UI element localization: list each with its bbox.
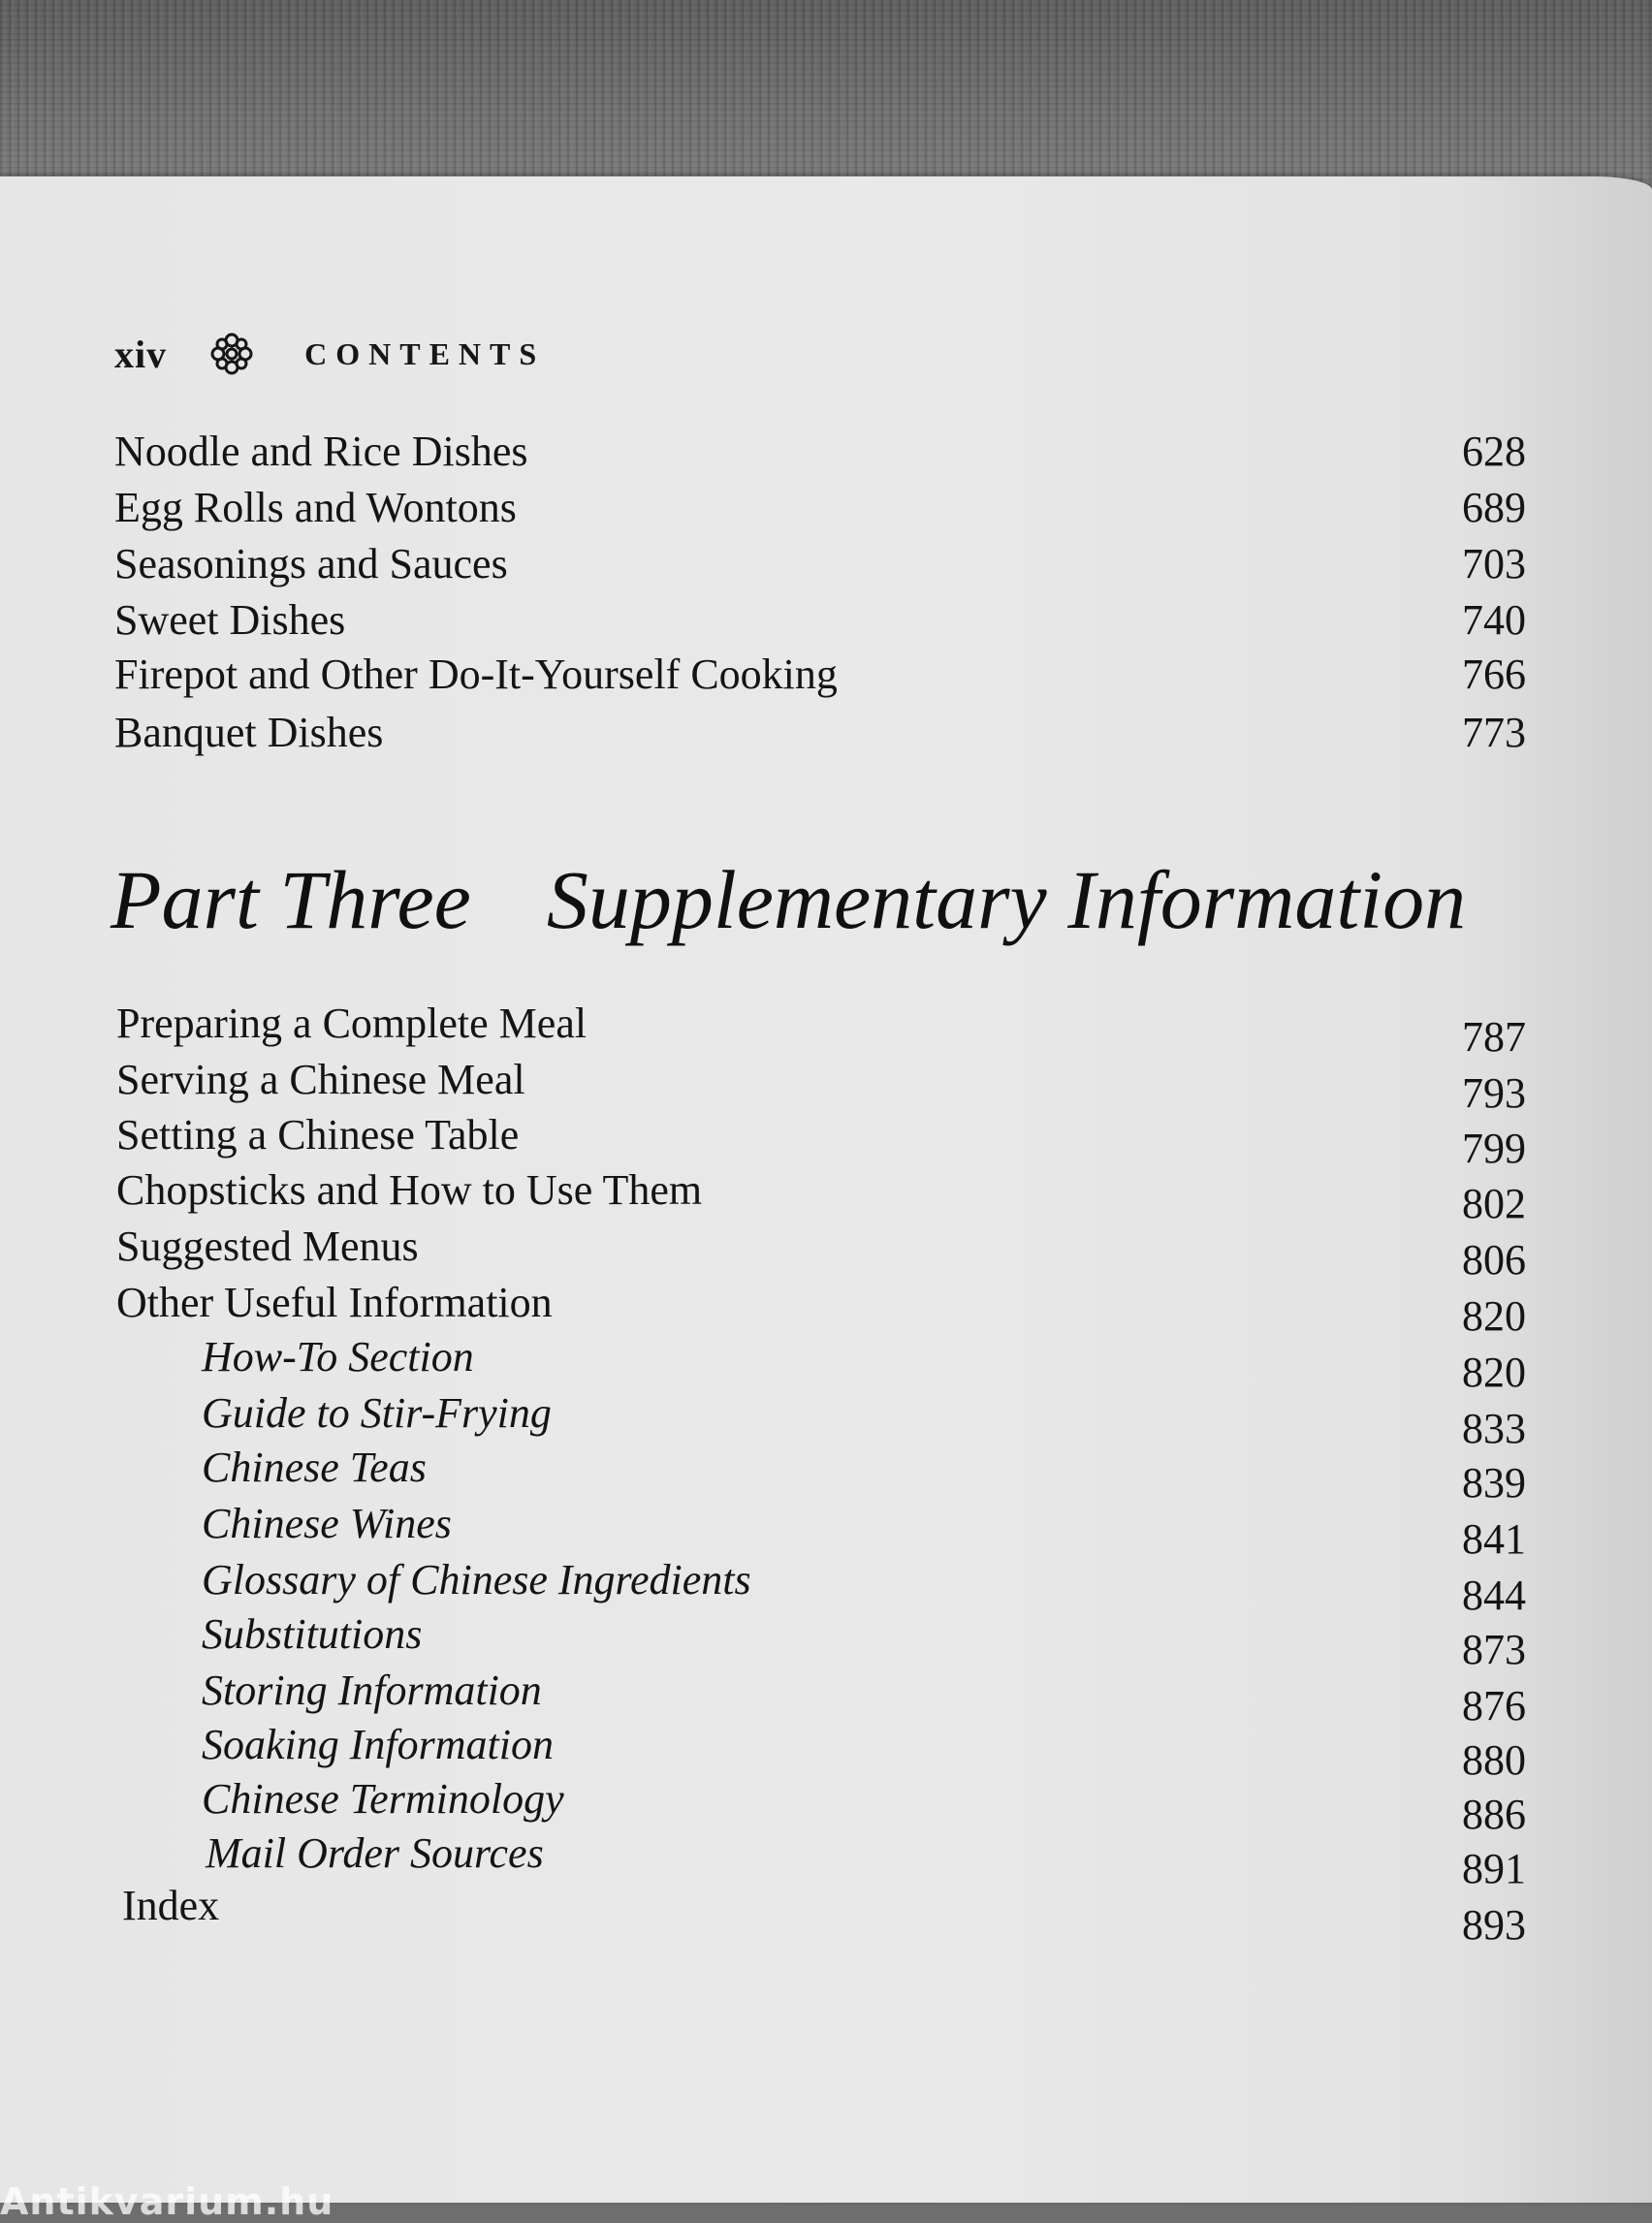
toc-subentry-page: 820: [1462, 1349, 1526, 1396]
toc-subentry: [0, 1330, 1652, 1396]
toc-subentry-page: 880: [1462, 1736, 1526, 1784]
toc-entry-page: 689: [1462, 484, 1526, 531]
toc-entry-page: 787: [1462, 1013, 1526, 1061]
toc-entry-title: Sweet Dishes: [114, 596, 346, 644]
toc-subentry-title: Chinese Teas: [202, 1444, 427, 1491]
toc-subentry-page: 833: [1462, 1405, 1526, 1452]
toc-subentry: [0, 1772, 1652, 1838]
toc-entry-title: Chopsticks and How to Use Them: [116, 1166, 703, 1214]
toc-entry-title: Other Useful Information: [116, 1279, 553, 1326]
toc-subentry-page: 873: [1462, 1626, 1526, 1673]
toc-subentry-title: Soaking Information: [202, 1721, 554, 1768]
toc-subentry-title: How-To Section: [202, 1333, 474, 1381]
toc-entry-title: Suggested Menus: [116, 1223, 419, 1270]
toc-subentry-page: 839: [1462, 1459, 1526, 1507]
toc-subentry-page: 841: [1462, 1515, 1526, 1563]
toc-entry: [0, 1163, 1652, 1227]
toc-entry: [0, 1053, 1652, 1117]
toc-entry-title: Egg Rolls and Wontons: [114, 484, 517, 531]
toc-subentry-page: 844: [1462, 1572, 1526, 1619]
toc-subentry: [0, 1718, 1652, 1784]
toc-entry-page: 740: [1462, 596, 1526, 644]
toc-subentry: [0, 1607, 1652, 1673]
toc-entry-title: Index: [122, 1882, 220, 1929]
toc-subentry: [0, 1497, 1652, 1563]
toc-entry-title: Banquet Dishes: [114, 709, 384, 756]
toc-entry-page: 793: [1462, 1069, 1526, 1117]
toc-subentry: [0, 1826, 1652, 1892]
toc-entry-page: 703: [1462, 540, 1526, 588]
toc-entry: [0, 706, 1652, 760]
toc-subentry: [0, 1386, 1652, 1452]
toc-subentry-title: Substitutions: [202, 1610, 423, 1658]
toc-subentry: [0, 1441, 1652, 1507]
toc-entry-page: 893: [1462, 1901, 1526, 1949]
toc-subentry-title: Glossary of Chinese Ingredients: [202, 1556, 751, 1604]
toc-subentry: [0, 1664, 1652, 1730]
part-name: Supplementary Information: [546, 853, 1467, 946]
toc-entry: [0, 648, 1652, 702]
toc-subentry-page: 876: [1462, 1682, 1526, 1730]
running-head: [114, 325, 545, 383]
toc-entry-page: 802: [1462, 1180, 1526, 1227]
toc-entry: [0, 997, 1652, 1061]
toc-entry-title: Firepot and Other Do-It-Yourself Cooking: [114, 651, 838, 698]
toc-subentry-page: 891: [1462, 1845, 1526, 1892]
toc-entry-page: 806: [1462, 1236, 1526, 1284]
toc-subentry-title: Storing Information: [202, 1667, 542, 1714]
toc-entry-title: Setting a Chinese Table: [116, 1111, 520, 1159]
toc-entry-index: [0, 1879, 1652, 1949]
watermark: Antikvarium.hu: [0, 2180, 334, 2223]
toc-entry: [0, 593, 1652, 648]
toc-subentry: [0, 1553, 1652, 1619]
toc-entry-page: 766: [1462, 651, 1526, 698]
toc-subentry-title: Chinese Wines: [202, 1500, 452, 1547]
toc-subentry-title: Guide to Stir-Frying: [202, 1389, 552, 1437]
toc-entry-page: 820: [1462, 1292, 1526, 1340]
toc-subentry-title: Chinese Terminology: [202, 1775, 564, 1823]
toc-entry-page: 628: [1462, 428, 1526, 475]
toc-entry-page: 799: [1462, 1125, 1526, 1172]
floral-ornament-icon: [209, 332, 254, 376]
toc-entry-title: Seasonings and Sauces: [114, 540, 508, 588]
toc-entry: [0, 1276, 1652, 1340]
toc-entry-title: Noodle and Rice Dishes: [114, 428, 528, 475]
part-label: Part Three: [111, 853, 471, 946]
toc-entry-page: 773: [1462, 709, 1526, 756]
toc-subentry-title: Mail Order Sources: [206, 1829, 544, 1877]
toc-entry: [0, 425, 1652, 479]
toc-entry: [0, 1220, 1652, 1284]
page-folio: xiv: [114, 332, 168, 376]
toc-entry-title: Serving a Chinese Meal: [116, 1056, 525, 1103]
toc-entry: [0, 481, 1652, 535]
toc-entry-title: Preparing a Complete Meal: [116, 1000, 588, 1047]
toc-entry: [0, 1108, 1652, 1172]
toc-subentry-page: 886: [1462, 1791, 1526, 1838]
part-heading: [111, 851, 1545, 948]
toc-entry: [0, 537, 1652, 591]
running-head-title: CONTENTS: [304, 335, 546, 371]
